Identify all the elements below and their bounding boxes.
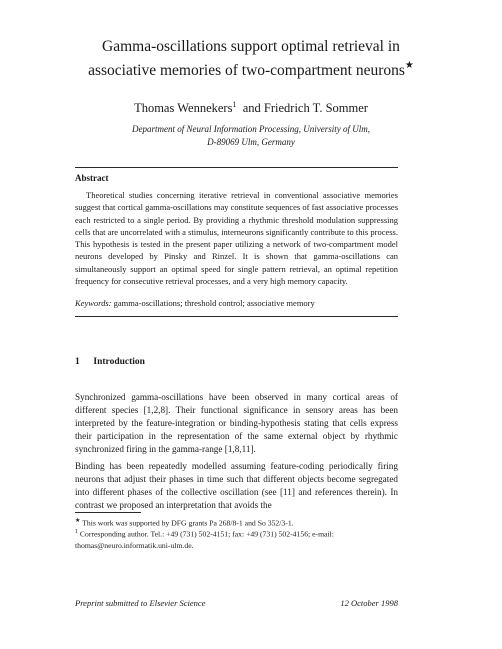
- title-line-2-text: associative memories of two-compartment neurons: [88, 62, 405, 79]
- paragraph-1: Synchronized gamma-oscillations have been observed in many cortical areas of different species [1,2,8]. Their functional significance in sensory areas has been interpreted by the feature-integration or binding-hypothesis stating that cells express their participation in the representation of the same external object by rhythmic synchronized firing in the gamma-range [1,8,11].: [75, 392, 398, 455]
- section-heading: [75, 357, 145, 367]
- footer-preprint-note: Preprint submitted to Elsevier Science: [75, 598, 206, 608]
- author-2: Friedrich T. Sommer: [263, 101, 368, 116]
- author-list: [40, 100, 462, 116]
- abstract-bottom-rule: [75, 316, 398, 317]
- footnote-2-text: Corresponding author. Tel.: +49 (731) 502-4151; fax: +49 (731) 502-4156; e-mail: thomas@neuro.informatik.uni-ulm.de.: [75, 529, 334, 550]
- title-line-1: Gamma-oscillations support optimal retrieval in: [102, 38, 400, 55]
- affiliation-line-1: Department of Neural Information Processing, University of Ulm,: [132, 124, 370, 134]
- keywords-list: gamma-oscillations; threshold control; associative memory: [113, 298, 315, 308]
- footnote-2: [75, 527, 398, 551]
- author-1: Thomas Wennekers: [134, 101, 233, 116]
- footnote-1-mark: ★: [75, 518, 81, 524]
- title-footnote-star: ★: [404, 60, 414, 71]
- abstract-body: Theoretical studies concerning iterative retrieval in conventional associative memories suggest that cortical gamma-oscillations may constitute sequences of fast associative processes each restricted to a single period. By providing a rhythmic threshold modulation suppressing cells that are uncorrelated with a stimulus, interneurons significantly contribute to this process. This hypothesis is tested in the present paper utilizing a network of two-compartment model neurons developed by Pinsky and Rinzel. It is shown that gamma-oscillations can simultaneously support an optimal speed for single pattern retrieval, an optimal repetition frequency for consecutive retrieval processes, and a very high memory capacity.: [75, 190, 398, 287]
- abstract-heading: Abstract: [75, 173, 109, 183]
- author-connector: and: [242, 101, 261, 116]
- footer-date: 12 October 1998: [340, 598, 398, 608]
- title-line-2: [40, 56, 462, 80]
- keywords: [75, 297, 398, 309]
- abstract-top-rule: [75, 167, 398, 168]
- paragraph-2: Binding has been repeatedly modelled assuming feature-coding periodically firing neurons that adjust their phases in time such that different objects become segregated into different phases of the collective oscillation (see [11] and references therein). In contrast we proposed an interpretation that avoids the: [75, 461, 398, 511]
- author-1-mark: 1: [232, 100, 237, 109]
- footnote-1-text: This work was supported by DFG grants Pa 268/8-1 and So 352/3-1.: [82, 518, 294, 528]
- page-footer: [75, 598, 398, 608]
- section-number: 1: [75, 357, 80, 367]
- footnote-rule: [75, 512, 141, 513]
- paper-title: [40, 37, 462, 80]
- footnote-2-mark: 1: [75, 529, 78, 535]
- affiliation: [60, 123, 442, 149]
- section-title: Introduction: [93, 357, 145, 367]
- affiliation-line-2: D-89069 Ulm, Germany: [207, 137, 295, 147]
- keywords-label: Keywords:: [75, 298, 112, 308]
